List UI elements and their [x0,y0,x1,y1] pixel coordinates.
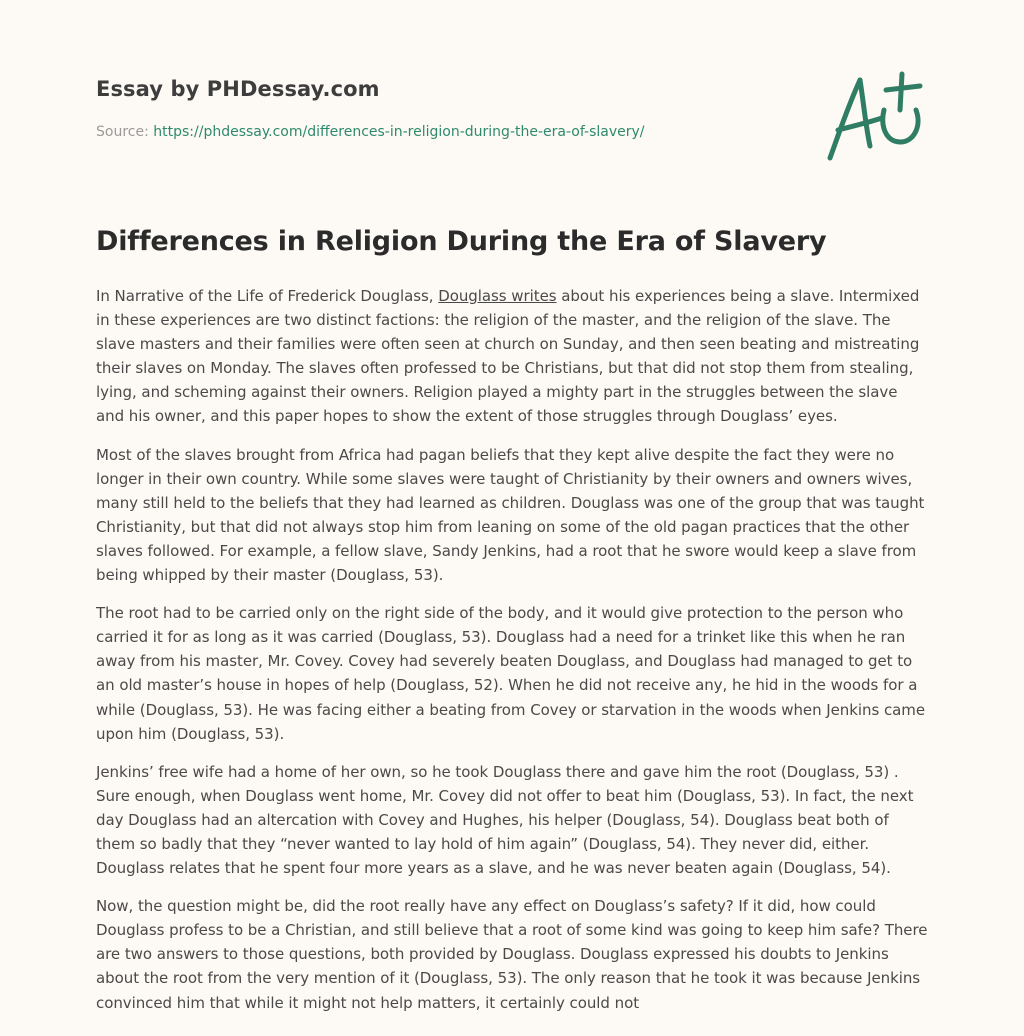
source-line [96,124,644,140]
essay-paragraph: Most of the slaves brought from Africa had pagan beliefs that they kept alive despite the fact they were no longer in their own country. While some slaves were taught of Christianity by their owners and owners wives, many still held to the beliefs that they had learned as children. Douglass was one of the group that was taught Christianity, but that did not always stop him from leaning on some of the old pagan practices that the other slaves followed. For example, a fellow slave, Sandy Jenkins, had a root that he swore would keep a slave from being whipped by their master (Douglass, 53). [96,445,925,585]
essay-paragraph: Jenkins’ free wife had a home of her own, so he took Douglass there and gave him the root (Douglass, 53) . Sure enough, when Douglass went home, Mr. Covey did not offer to beat him (Douglass, 53). In fact, the next day Douglass had an altercation with Covey and Hughes, his helper (Douglass, 54). Douglass beat both of them so badly that they “never wanted to lay hold of him again” (Douglass, 54). They never did, either. Douglass relates that he spent four more years as a slave, and he was never beaten again (Douglass, 54). [96,762,914,878]
essay-paragraph: The root had to be carried only on the right side of the body, and it would give protection to the person who carried it for as long as it was carried (Douglass, 53). Douglass had a need for a trinket like this when he ran away from his master, Mr. Covey. Covey had severely beaten Douglass, and Douglass had managed to get to an old master’s house in hopes of help (Douglass, 52). When he did not receive any, he hid in the woods for a while (Douglass, 53). He was facing either a beating from Covey or starvation in the woods when Jenkins came upon him (Douglass, 53). [96,604,926,743]
essay-body [96,284,928,1029]
author-link[interactable]: Douglass writes [438,287,557,305]
essay-paragraph: Now, the question might be, did the root really have any effect on Douglass’s safety? If it did, how could Douglass profess to be a Christian, and still believe that a root of some kind was going to keep him safe? There are two answers to those questions, both provided by Douglass. Douglass expressed his doubts to Jenkins about the root from the very mention of it (Douglass, 53). The only reason that he took it was because Jenkins convinced him that while it might not help matters, it certainly could not [96,897,928,1012]
paragraph-text-before-link: In Narrative of the Life of Frederick Douglass, [96,287,439,305]
essay-paragraph [96,284,928,429]
essay-title: Differences in Religion During the Era of Slavery [96,226,827,257]
site-title: Essay by PHDessay.com [96,77,380,101]
source-label: Source: [96,124,149,140]
a-plus-logo-icon [820,66,930,166]
source-link[interactable]: https://phdessay.com/differences-in-religion-during-the-era-of-slavery/ [153,124,645,140]
paragraph-text-after-link: about his experiences being a slave. Intermixed in these experiences are two distinct factions: the religion of the master, and the religion of the slave. The slave masters and their families were often seen at church on Sunday, and then seen beating and mistreating their slaves on Monday. The slaves often professed to be Christians, but that did not stop them from stealing, lying, and scheming against their owners. Religion played a mighty part in the struggles between the slave and his owner, and this paper hopes to show the extent of those struggles through Douglass’ eyes. [96,287,920,426]
